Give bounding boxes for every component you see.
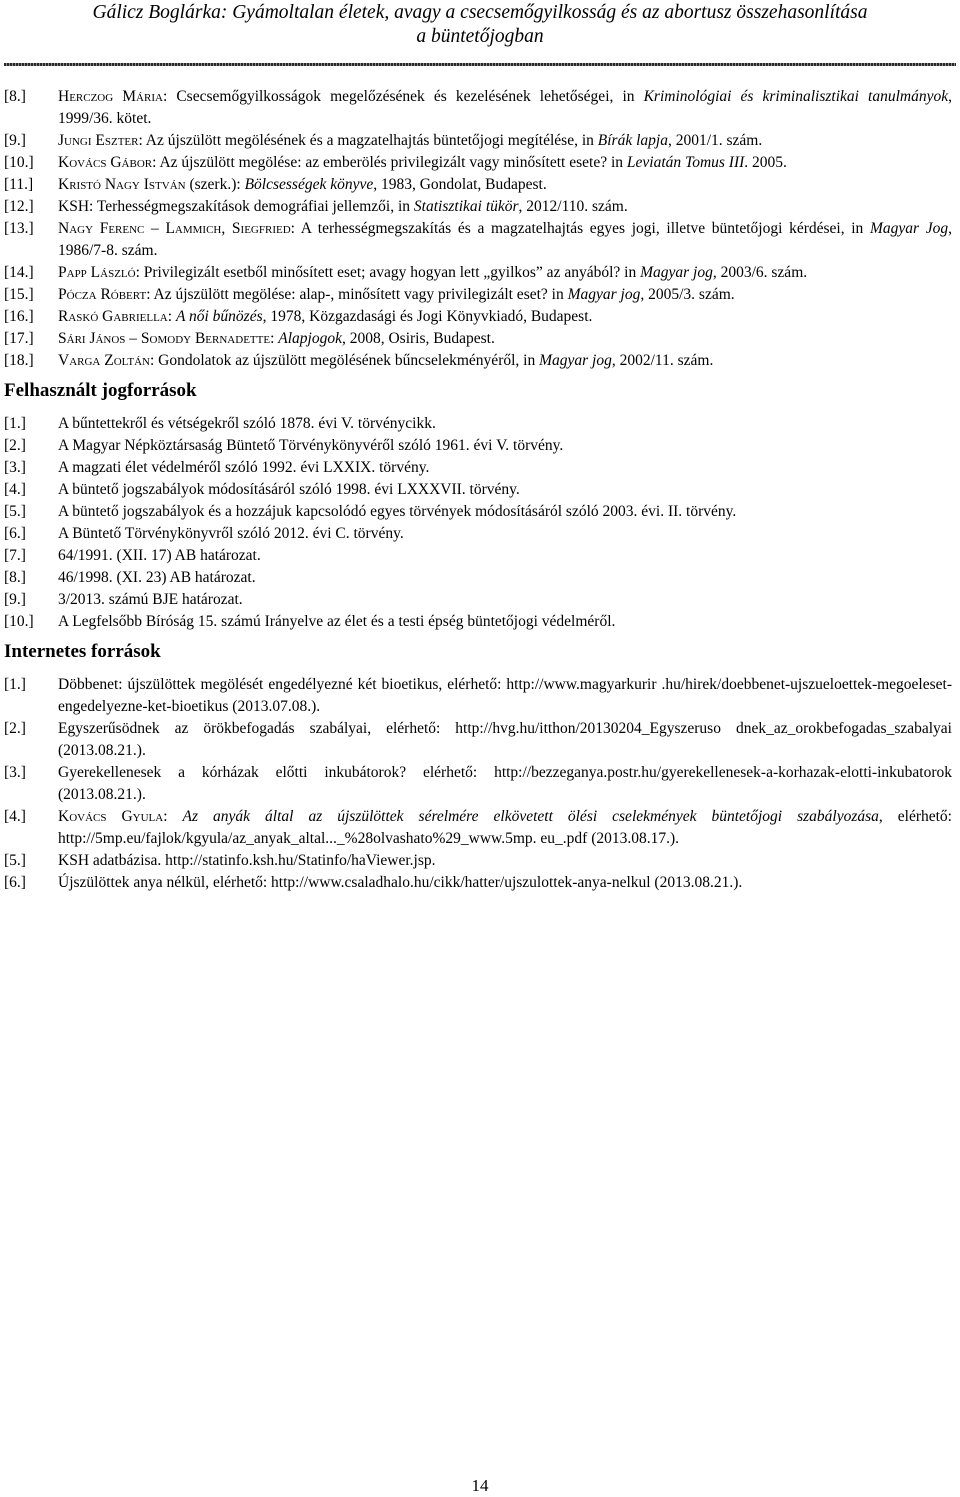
reference-number: [8.] bbox=[4, 569, 26, 586]
legal-sources-list bbox=[4, 413, 952, 633]
reference-number: [5.] bbox=[4, 852, 26, 869]
reference-number: [3.] bbox=[4, 764, 26, 781]
reference-title: Bölcsességek könyve bbox=[244, 176, 374, 193]
reference-title: Leviatán Tomus III bbox=[626, 154, 745, 171]
reference-text: , elérhető: http://5mp.eu/fajlok/kgyula/az_anyak_altal..._%28olvashato%29_www.5mp. eu_.pdf (2013.08.17.). bbox=[58, 808, 952, 847]
reference-number: [11.] bbox=[4, 176, 34, 193]
reference-number: [1.] bbox=[4, 676, 26, 693]
reference-entry bbox=[4, 762, 952, 806]
reference-entry bbox=[4, 479, 952, 501]
reference-number: [10.] bbox=[4, 154, 34, 171]
reference-author: Jungi Eszter bbox=[58, 132, 139, 149]
reference-entry bbox=[4, 174, 952, 196]
reference-entry bbox=[4, 284, 952, 306]
reference-text: : Az újszülött megölésének és a magzatelhajtás büntetőjogi megítélése, in bbox=[138, 132, 598, 149]
reference-author: Papp László bbox=[58, 264, 136, 281]
reference-author: Sári János – Somody Bernadette bbox=[58, 330, 271, 347]
reference-text: Gyerekellenesek a kórházak előtti inkubátorok? elérhető: http://bezzeganya.postr.hu/gyerekellenesek-a-korhazak-elotti-inkubatorok (2013.08.21.). bbox=[58, 764, 952, 803]
section-title-internet-sources: Internetes források bbox=[4, 641, 161, 662]
reference-text: : Csecsemőgyilkosságok megelőzésének és kezelésének lehetőségei, in bbox=[162, 88, 644, 105]
reference-number: [12.] bbox=[4, 198, 34, 215]
reference-author: Nagy Ferenc – Lammich, Siegfried bbox=[58, 220, 291, 237]
reference-text: : bbox=[270, 330, 279, 347]
reference-title: Kriminológiai és kriminalisztikai tanulmányok bbox=[643, 88, 949, 105]
reference-text: : Az újszülött megölése: az emberölés privilegizált vagy minősített esete? in bbox=[152, 154, 627, 171]
reference-number: [17.] bbox=[4, 330, 34, 347]
internet-sources-list bbox=[4, 674, 952, 894]
reference-number: [9.] bbox=[4, 132, 26, 149]
reference-title: Alapjogok bbox=[278, 330, 342, 347]
reference-text: A Büntető Törvénykönyvről szóló 2012. évi C. törvény. bbox=[58, 525, 404, 542]
reference-text: , 2005/3. szám. bbox=[640, 286, 735, 303]
reference-text: A bűntettekről és vétségekről szóló 1878. évi V. törvénycikk. bbox=[58, 415, 436, 432]
reference-title: Magyar jog bbox=[539, 352, 612, 369]
reference-entry bbox=[4, 718, 952, 762]
reference-title: Magyar jog bbox=[640, 264, 713, 281]
reference-text: 3/2013. számú BJE határozat. bbox=[58, 591, 243, 608]
reference-number: [18.] bbox=[4, 352, 34, 369]
reference-author: Kovács Gyula bbox=[58, 808, 164, 825]
reference-text: Újszülöttek anya nélkül, elérhető: http://www.csaladhalo.hu/cikk/hatter/ujszulottek-anya-nelkul (2013.08.21.). bbox=[58, 874, 743, 891]
reference-number: [4.] bbox=[4, 481, 26, 498]
reference-number: [10.] bbox=[4, 613, 34, 630]
reference-text: , 1983, Gondolat, Budapest. bbox=[373, 176, 547, 193]
reference-title: A női bűnözés bbox=[175, 308, 263, 325]
reference-author: Kristó Nagy István bbox=[58, 176, 186, 193]
reference-author: Pócza Róbert bbox=[58, 286, 147, 303]
reference-entry bbox=[4, 850, 952, 872]
running-header bbox=[0, 0, 960, 49]
reference-text: Döbbenet: újszülöttek megölését engedélyezné két bioetikus, elérhető: http://www.magyarkurir .hu/hirek/doebbenet-ujszueloettek-megoeleset-engedelyezne-ket-bioetikus (2013.07.08.). bbox=[58, 676, 952, 715]
reference-entry bbox=[4, 350, 952, 372]
reference-number: [4.] bbox=[4, 808, 26, 825]
reference-entry bbox=[4, 218, 952, 262]
reference-author: Raskó Gabriella bbox=[58, 308, 168, 325]
reference-text: : Az újszülött megölése: alap-, minősített vagy privilegizált eset? in bbox=[146, 286, 568, 303]
reference-entry bbox=[4, 567, 952, 589]
reference-entry bbox=[4, 674, 952, 718]
reference-text: , 2002/11. szám. bbox=[611, 352, 714, 369]
reference-text: 64/1991. (XII. 17) AB határozat. bbox=[58, 547, 261, 564]
reference-number: [2.] bbox=[4, 720, 26, 737]
reference-text: , 2012/110. szám. bbox=[518, 198, 628, 215]
reference-entry bbox=[4, 196, 952, 218]
header-line-2: a büntetőjogban bbox=[416, 26, 544, 47]
reference-entry bbox=[4, 262, 952, 284]
page-content bbox=[4, 86, 952, 894]
reference-number: [6.] bbox=[4, 525, 26, 542]
reference-entry bbox=[4, 413, 952, 435]
reference-text: , 1986/7-8. szám. bbox=[58, 220, 952, 259]
reference-entry bbox=[4, 611, 952, 633]
reference-author: Herczog Mária bbox=[58, 88, 163, 105]
reference-text: . 2005. bbox=[744, 154, 787, 171]
reference-number: [7.] bbox=[4, 547, 26, 564]
reference-text: KSH adatbázisa. http://statinfo.ksh.hu/Statinfo/haViewer.jsp. bbox=[58, 852, 436, 869]
reference-text: , 1978, Közgazdasági és Jogi Könyvkiadó, Budapest. bbox=[262, 308, 593, 325]
reference-entry bbox=[4, 328, 952, 350]
reference-title: Magyar Jog bbox=[869, 220, 949, 237]
reference-text: : bbox=[167, 308, 176, 325]
reference-text: A Magyar Népköztársaság Büntető Törvénykönyvéről szóló 1961. évi V. törvény. bbox=[58, 437, 564, 454]
reference-title: Statisztikai tükör bbox=[413, 198, 519, 215]
reference-entry bbox=[4, 457, 952, 479]
reference-entry bbox=[4, 130, 952, 152]
reference-entry bbox=[4, 501, 952, 523]
header-rule bbox=[4, 63, 956, 66]
reference-number: [3.] bbox=[4, 459, 26, 476]
reference-text: A magzati élet védelméről szóló 1992. évi LXXIX. törvény. bbox=[58, 459, 430, 476]
reference-text: , 2001/1. szám. bbox=[667, 132, 763, 149]
reference-text: A Legfelsőbb Bíróság 15. számú Irányelve az élet és a testi épség büntetőjogi védelméről. bbox=[58, 613, 616, 630]
reference-entry bbox=[4, 435, 952, 457]
page-number: 14 bbox=[471, 1476, 489, 1495]
reference-text: Egyszerűsödnek az örökbefogadás szabályai, elérhető: http://hvg.hu/itthon/20130204_Egyszeruso dnek_az_orokbefogadas_szabalyai (2013.08.21.). bbox=[58, 720, 952, 759]
reference-entry bbox=[4, 86, 952, 130]
reference-entry bbox=[4, 545, 952, 567]
reference-text: , 2003/6. szám. bbox=[712, 264, 808, 281]
reference-text: KSH: Terhességmegszakítások demográfiai jellemzői, in bbox=[58, 198, 414, 215]
reference-number: [14.] bbox=[4, 264, 34, 281]
reference-entry bbox=[4, 523, 952, 545]
bibliography-list bbox=[4, 86, 952, 372]
reference-title: Magyar jog bbox=[567, 286, 641, 303]
reference-text: : Gondolatok az újszülött megölésének bűncselekményéről, in bbox=[149, 352, 540, 369]
reference-number: [9.] bbox=[4, 591, 26, 608]
reference-number: [1.] bbox=[4, 415, 26, 432]
reference-author: Kovács Gábor bbox=[58, 154, 153, 171]
reference-number: [6.] bbox=[4, 874, 26, 891]
reference-text: , 2008, Osiris, Budapest. bbox=[341, 330, 495, 347]
reference-number: [8.] bbox=[4, 88, 26, 105]
reference-text: 46/1998. (XI. 23) AB határozat. bbox=[58, 569, 256, 586]
reference-text: , 1999/36. kötet. bbox=[58, 88, 952, 127]
reference-number: [16.] bbox=[4, 308, 34, 325]
reference-entry bbox=[4, 589, 952, 611]
reference-entry bbox=[4, 872, 952, 894]
reference-number: [2.] bbox=[4, 437, 26, 454]
reference-entry bbox=[4, 152, 952, 174]
reference-text: : A terhességmegszakítás és a magzatelhajtás egyes jogi, illetve büntetőjogi kérdései, in bbox=[290, 220, 870, 237]
header-line-1: Gálicz Boglárka: Gyámoltalan életek, avagy a csecsemőgyilkosság és az abortusz összehasonlítása bbox=[92, 2, 868, 23]
reference-author: Varga Zoltán bbox=[58, 352, 150, 369]
section-title-legal-sources: Felhasznált jogforrások bbox=[4, 380, 197, 401]
reference-title: Az anyák által az újszülöttek sérelmére elkövetett ölési cselekmények büntetőjogi szabályozása bbox=[182, 808, 879, 825]
reference-text: A büntető jogszabályok és a hozzájuk kapcsolódó egyes törvények módosításáról szóló 2003. évi. II. törvény. bbox=[58, 503, 737, 520]
reference-number: [5.] bbox=[4, 503, 26, 520]
reference-text: : bbox=[163, 808, 183, 825]
reference-title: Bírák lapja bbox=[597, 132, 668, 149]
reference-entry bbox=[4, 306, 952, 328]
reference-text: : Privilegizált esetből minősített eset; avagy hogyan lett „gyilkos” az anyából? in bbox=[135, 264, 641, 281]
reference-number: [13.] bbox=[4, 220, 34, 237]
reference-entry bbox=[4, 806, 952, 850]
reference-text: (szerk.): bbox=[185, 176, 245, 193]
reference-text: A büntető jogszabályok módosításáról szóló 1998. évi LXXXVII. törvény. bbox=[58, 481, 520, 498]
reference-number: [15.] bbox=[4, 286, 34, 303]
